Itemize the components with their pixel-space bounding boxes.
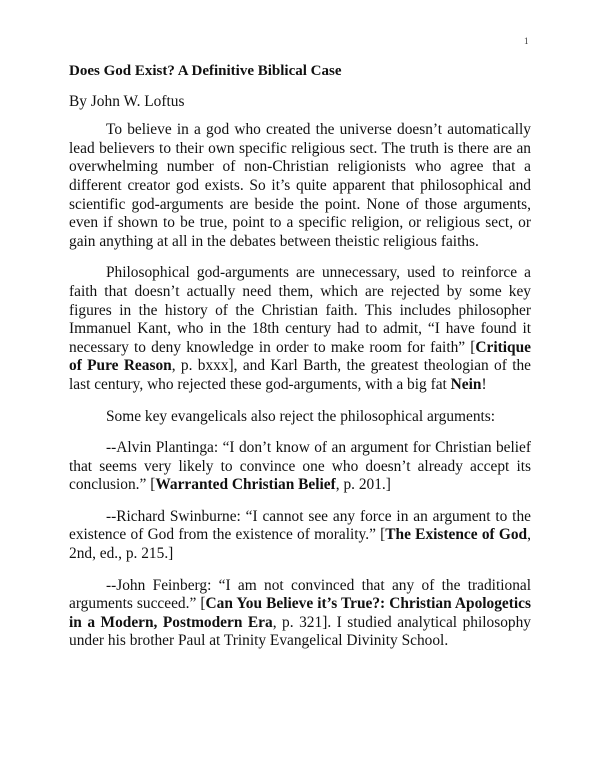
p2-text-3: ! bbox=[481, 375, 487, 393]
q1-text-1: --Alvin Plantinga: “I don’t know of an argument for Christian belief that seems very likely to convince one who doesn’t already accept its conclusion.” [ bbox=[69, 439, 531, 494]
q3-citation: Can You Believe it’s True?: Christian Apologetics in a Modern, Postmodern Era bbox=[69, 595, 531, 631]
paragraph-evangelicals: Some key evangelicals also reject the philosophical arguments: bbox=[106, 407, 496, 425]
q3-text-1: --John Feinberg: “I am not convinced that any of the traditional arguments succeed.” [ bbox=[69, 576, 531, 613]
document-title: Does God Exist? A Definitive Biblical Case bbox=[69, 63, 342, 79]
quote-feinberg bbox=[69, 577, 531, 651]
q3-text-2: , p. 321]. I studied analytical philosophy under his brother Paul at Trinity Evangelical Divinity School. bbox=[69, 613, 531, 650]
quote-plantinga bbox=[69, 439, 531, 495]
paragraph-philosophical-arguments bbox=[69, 264, 531, 394]
quote-swinburne bbox=[69, 508, 531, 564]
q1-text-2: , p. 201.] bbox=[335, 476, 391, 494]
q1-citation: Warranted Christian Belief bbox=[155, 476, 336, 494]
document-body bbox=[69, 62, 531, 664]
p2-citation-critique: Critique of Pure Reason bbox=[69, 338, 531, 375]
q2-citation: The Existence of God bbox=[385, 526, 528, 544]
p2-nein: Nein bbox=[450, 375, 482, 393]
q2-text-1: --Richard Swinburne: “I cannot see any force in an argument to the existence of God from the existence of morality.” [ bbox=[69, 507, 531, 544]
p2-text-2: , p. bxxx], and Karl Barth, the greatest theologian of the last century, who rejected these god-arguments, with a big fat bbox=[69, 357, 532, 393]
paragraph-intro: To believe in a god who created the universe doesn’t automatically lead believers to their own specific religious sect. The truth is there are an overwhelming number of non-Christian religionists who agree that a different creator god exists. So it’s quite apparent that philosophical and scientific god-arguments are beside the point. None of those arguments, even if shown to be true, point to a specific religion, or religious sect, or gain anything at all in the debates between theistic religious faiths. bbox=[69, 121, 531, 250]
q2-text-2: , 2nd, ed., p. 215.] bbox=[69, 526, 531, 563]
page-number: 1 bbox=[524, 36, 529, 46]
author-byline: By John W. Loftus bbox=[69, 92, 185, 110]
p2-text-1: Philosophical god-arguments are unnecessary, used to reinforce a faith that doesn’t actually need them, which are rejected by some key figures in the history of the Christian faith. This includes philosopher Immanuel Kant, who in the 18th century had to admit, “I have found it necessary to deny knowledge in order to make room for faith” [ bbox=[69, 264, 531, 356]
